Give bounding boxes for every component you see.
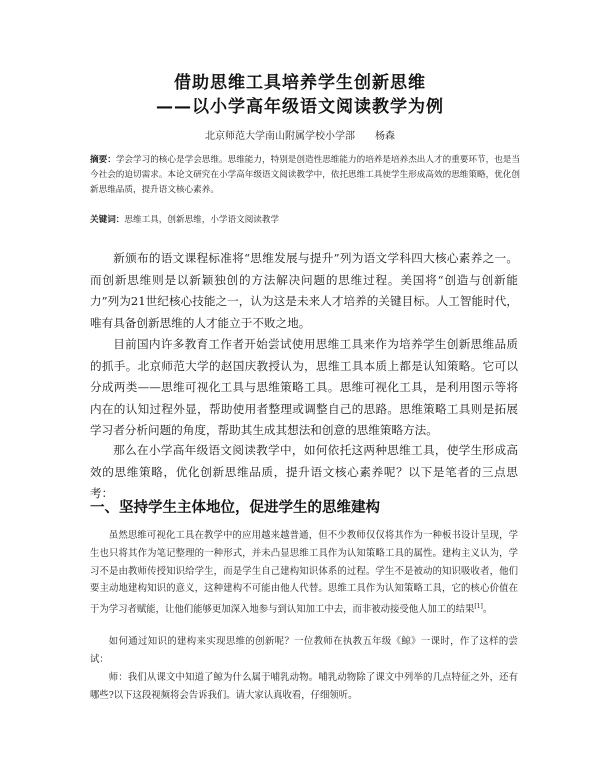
abstract-label: 摘要： (90, 155, 116, 165)
keywords-text: 思维工具，创新思维，小学语文阅读教学 (124, 215, 280, 225)
author-name: 杨森 (375, 131, 395, 142)
section-paragraph (90, 527, 518, 619)
body-paragraph: 新颁布的语文课程标准将“思维发展与提升”列为语文学科四大核心素养之一。而创新思维则是以新颖独创的方法解决问题的思维过程。美国将“创造与创新能力”列为21世纪核心技能之一，认为这是未来人才培养的关键目标。人工智能时代，唯有具备创新思维的人才能立于不败之地。 (90, 251, 518, 330)
body-paragraph: 那么在小学高年级语文阅读教学中，如何依托这两种思维工具，使学生形成高效的思维策略，优化创新思维品质，提升语文核心素养呢？以下是笔者的三点思考： (90, 443, 518, 501)
citation-ref: [1] (474, 603, 483, 611)
affiliation: 北京师范大学南山附属学校小学部 (205, 131, 355, 142)
section-paragraph: 师：我们从课文中知道了鲸为什么属于哺乳动物。哺乳动物除了课文中列举的几点特征之外，还有哪些?以下这段视频将会告诉我们。请大家认真收看，仔细领听。 (90, 672, 518, 701)
paper-title: 借助思维工具培养学生创新思维 (174, 73, 426, 93)
keywords (90, 213, 520, 225)
section-paragraph: 如何通过知识的建构来实现思维的创新呢？一位教师在执教五年级《鲸》一课时，作了这样的尝试： (90, 636, 518, 665)
body-paragraph: 目前国内许多教育工作者开始尝试使用思维工具来作为培养学生创新思维品质的抓手。北京师范大学的赵国庆教授认为，思维工具本质上都是认知策略。它可以分成两类——思维可视化工具与思维策略工具。思维可视化工具，是利用图示等将内在的认知过程外显，帮助使用者整理或调整自己的思路。思维策略工具则是拓展学习者分析问题的角度，帮助其生成其想法和创意的思维策略方法。 (90, 337, 518, 438)
paper-subtitle: ——以小学高年级语文阅读教学为例 (156, 97, 444, 117)
section-paragraph-text: 虽然思维可视化工具在教学中的应用越来越普通，但不少教师仅仅将其作为一种板书设计呈现，学生也只将其作为笔记整理的一种形式，并未凸显思维工具作为认知策略工具的属性。建构主义认为，学习不是由教师传授知识给学生，而是学生自己建构知识体系的过程。学生不是被动的知识吸收者，他们要主动地建构知识的意义，这种建构不可能由他人代替。思维工具作为认知策略工具，它的核心价值在于为学习者赋能，让他们能够更加深入地参与到认知加工中去，而非被动接受他人加工的结果 (90, 530, 518, 616)
section-paragraph-end: 。 (482, 604, 493, 616)
author-line (0, 127, 600, 142)
section-heading: 一、坚持学生主体地位，促进学生的思维建构 (90, 500, 380, 516)
keywords-label: 关键词： (90, 215, 125, 225)
abstract (90, 153, 520, 198)
abstract-text: 学会学习的核心是学会思维。思维能力，特别是创造性思维能力的培养是培养杰出人才的重要环节，也是当今社会的迫切需求。本论文研究在小学高年级语文阅读教学中，依托思维工具使学生形成高效的思维策略，优化创新思维品质，提升语文核心素养。 (90, 155, 520, 195)
